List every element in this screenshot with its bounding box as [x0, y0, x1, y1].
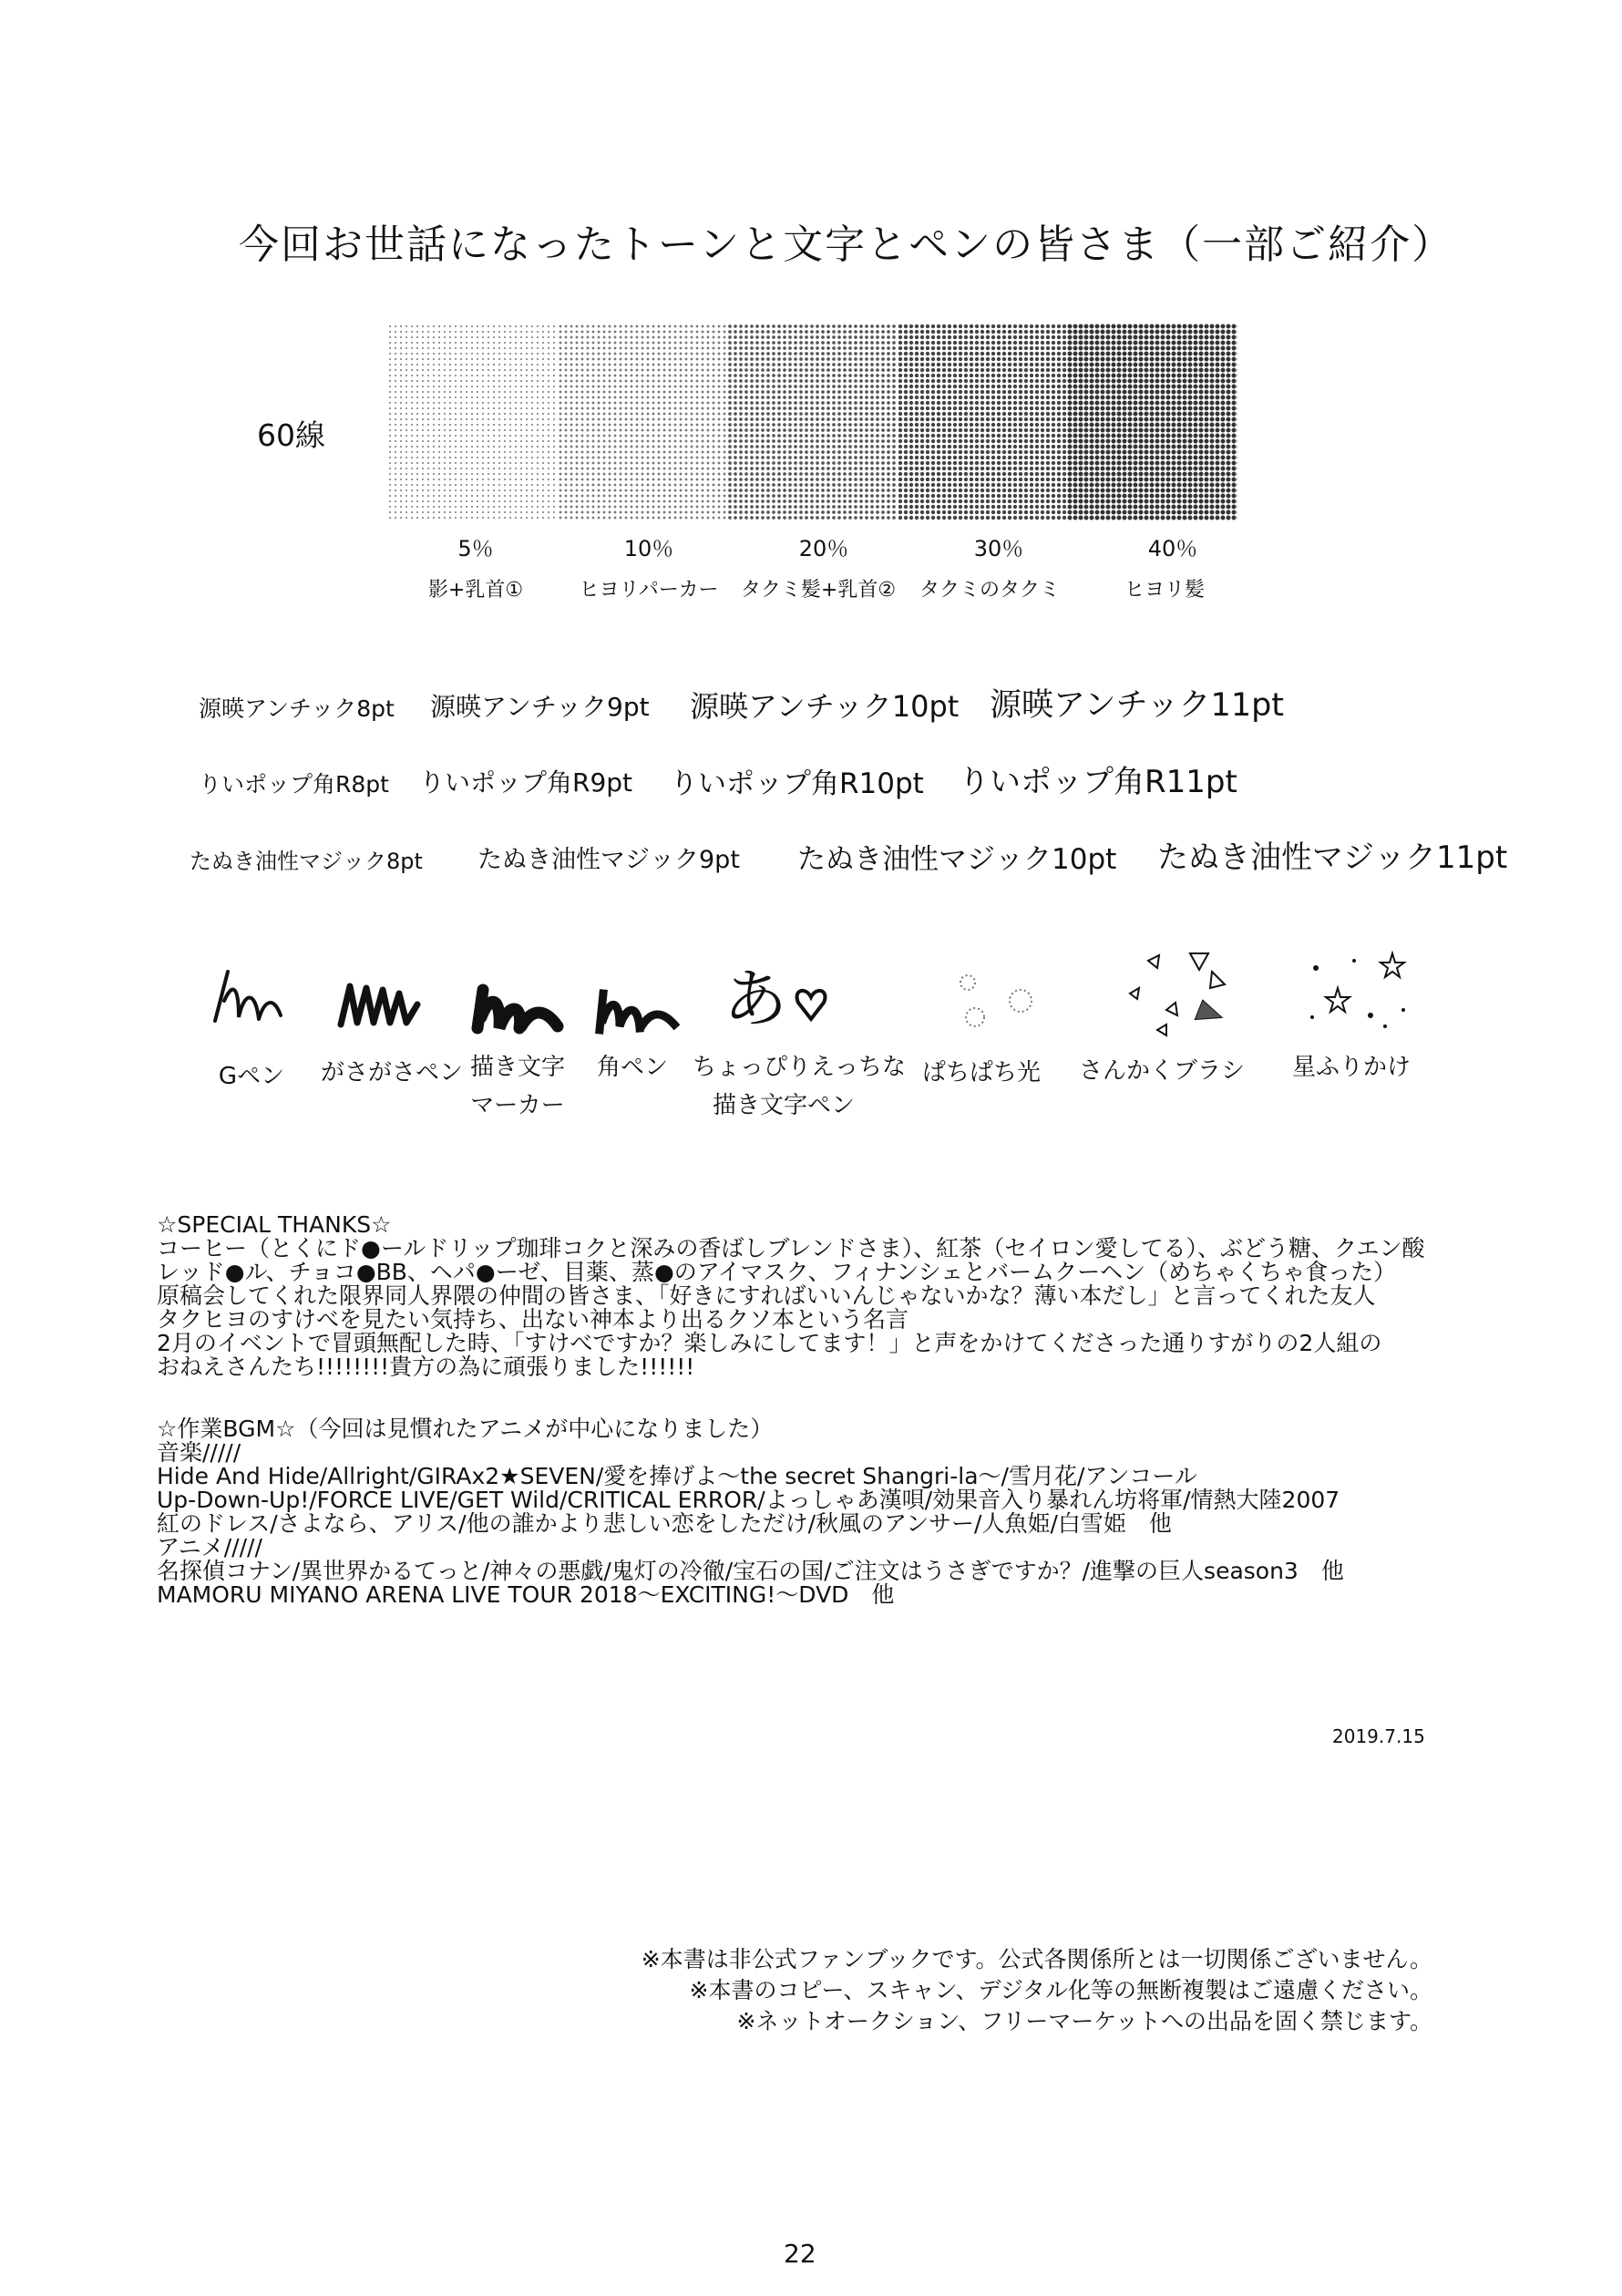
bgm-heading: ☆作業BGM☆（今回は見慣れたアニメが中心になりました）	[157, 1416, 774, 1442]
special-thanks-line: レッド●ル、チョコ●BB、ヘパ●ーゼ、目薬、蒸●のアイマスク、フィナンシェとバームクーヘン（めちゃくちゃ食った）	[157, 1259, 1397, 1285]
pen-label: ちょっぴりえっちな 描き文字ペン	[693, 1054, 907, 1119]
rough-pen-stroke-icon	[335, 977, 426, 1032]
notice-line: ※本書は非公式ファンブックです。公式各関係所とは一切関係ございません。	[641, 1946, 1432, 1972]
font-sample: りいポップ角R10pt	[670, 767, 924, 800]
tone-usage: ヒヨリ髪	[1124, 579, 1205, 602]
g-pen-stroke-icon	[208, 964, 290, 1028]
font-sample: 源暎アンチック9pt	[430, 692, 650, 722]
tone-swatch-40	[1067, 324, 1237, 520]
bgm-line: MAMORU MIYANO ARENA LIVE TOUR 2018～EXCITING!～DVD 他	[157, 1581, 895, 1608]
font-sample: 源暎アンチック10pt	[690, 689, 960, 724]
special-thanks-line: 2月のイベントで冒頭無配した時、「すけべですか？楽しみにしてます！」と声をかけてくださった通りすがりの2人組の	[157, 1330, 1382, 1356]
pen-label: 描き文字 マーカー	[469, 1054, 565, 1119]
font-sample: たぬき油性マジック10pt	[797, 843, 1117, 876]
tone-swatch-30	[898, 324, 1068, 520]
pen-label: がさがさペン	[321, 1059, 464, 1086]
special-thanks-line: コーヒー（とくにド●ールドリップ珈琲コクと深みの香ばしブレンドさま）、紅茶（セイロン愛してる）、ぶどう糖、クエン酸	[157, 1235, 1425, 1261]
page-number: 22	[784, 2239, 816, 2269]
tone-swatch-5	[387, 324, 558, 520]
bgm-line: 音楽/////	[157, 1439, 241, 1466]
tone-usage: 影+乳首①	[427, 579, 524, 602]
tone-percent: 20％	[798, 536, 849, 561]
font-sample: りいポップ角R9pt	[419, 767, 633, 798]
font-sample: 源暎アンチック11pt	[990, 687, 1285, 724]
notice-line: ※本書のコピー、スキャン、デジタル化等の無断複製はご遠慮ください。	[689, 1977, 1432, 2003]
sparkle-brush-icon	[948, 964, 1048, 1037]
date: 2019.7.15	[1332, 1725, 1425, 1747]
tone-usage: ヒヨリパーカー	[579, 579, 719, 602]
disclaimer-notices	[642, 1944, 1432, 2037]
page-title: 今回お世話になったトーンと文字とペンの皆さま（一部ご紹介）	[239, 221, 1454, 268]
tone-swatch-20	[727, 324, 898, 520]
special-thanks-line: おねえさんたち!!!!!!!!貴方の為に頑張りました!!!!!!	[157, 1354, 695, 1380]
notice-line: ※ネットオークション、フリーマーケットへの出品を固く禁じます。	[736, 2008, 1432, 2034]
triangle-brush-icon	[1112, 946, 1248, 1037]
tone-percent: 5％	[457, 536, 494, 561]
pen-label: 星ふりかけ	[1291, 1054, 1411, 1081]
bgm-line: 紅のドレス/さよなら、アリス/他の誰かより悲しい恋をしただけ/秋風のアンサー/人魚姫/白雪姫 他	[157, 1510, 1172, 1537]
special-thanks-line: タクヒヨのすけべを見たい気持ち、出ない神本より出るクソ本という名言	[157, 1306, 909, 1333]
bgm-line: アニメ/////	[157, 1534, 262, 1560]
tone-usage: タクミ髪+乳首②	[740, 579, 897, 602]
handwriting-sample-char: あ	[724, 962, 787, 1036]
bgm-section	[157, 1417, 1344, 1607]
handwriting-sample-icon	[720, 948, 838, 1036]
tone-usage: タクミのタクミ	[919, 579, 1060, 602]
pen-label: Gペン	[218, 1063, 285, 1090]
special-thanks-section	[157, 1213, 1424, 1379]
square-pen-stroke-icon	[592, 984, 683, 1035]
bgm-line: Hide And Hide/Allright/GIRAx2★SEVEN/愛を捧げよ～the secret Shangri-la～/雪月花/アンコール	[157, 1463, 1197, 1489]
pen-label: ぱちぱち光	[922, 1059, 1042, 1086]
font-sample: 源暎アンチック8pt	[199, 695, 395, 722]
font-sample: たぬき油性マジック8pt	[190, 849, 423, 874]
star-sprinkle-icon	[1294, 944, 1422, 1035]
font-sample: りいポップ角R11pt	[959, 764, 1237, 800]
pen-label: 角ペン	[596, 1054, 668, 1081]
special-thanks-heading: ☆SPECIAL THANKS☆	[157, 1211, 392, 1238]
marker-stroke-icon	[468, 981, 569, 1035]
bgm-line: 名探偵コナン/異世界かるてっと/神々の悪戯/鬼灯の冷徹/宝石の国/ご注文はうさぎですか？/進撃の巨人season3 他	[157, 1558, 1344, 1584]
font-sample: たぬき油性マジック11pt	[1157, 839, 1508, 876]
tone-percent: 30％	[973, 536, 1024, 561]
font-sample: たぬき油性マジック9pt	[477, 846, 740, 874]
bgm-line: Up-Down-Up!/FORCE LIVE/GET Wild/CRITICAL ERROR/よっしゃあ漢唄/効果音入り暴れん坊将軍/情熱大陸2007	[157, 1487, 1340, 1513]
screen-lines-label: 60線	[257, 417, 325, 453]
font-sample: りいポップ角R8pt	[199, 771, 389, 798]
tone-swatch-10	[558, 324, 728, 520]
special-thanks-line: 原稿会してくれた限界同人界隈の仲間の皆さま、「好きにすればいいんじゃないかな？薄い本だし」と言ってくれた友人	[157, 1282, 1376, 1309]
tone-swatch-strip	[387, 324, 1237, 520]
pen-label: さんかくブラシ	[1078, 1057, 1245, 1085]
tone-percent: 10％	[623, 536, 674, 561]
tone-percent: 40％	[1147, 536, 1198, 561]
